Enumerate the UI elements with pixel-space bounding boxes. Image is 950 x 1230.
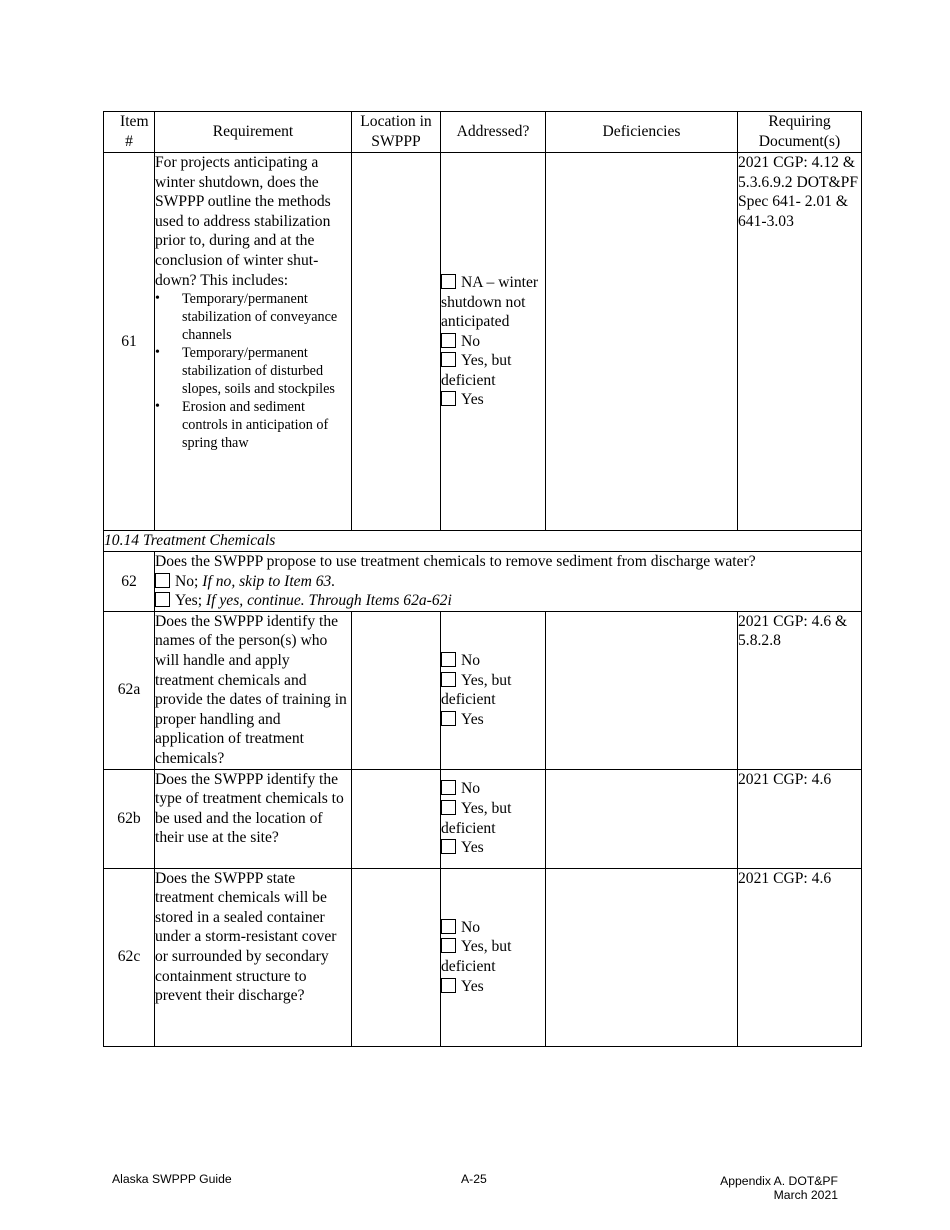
footer-page-number: A-25 bbox=[461, 1172, 487, 1186]
option-yes-deficient bbox=[441, 671, 545, 710]
bullet-item: • Temporary/permanent stabilization of disturbed slopes, soils and stockpiles bbox=[155, 344, 351, 398]
option-label: Yes; bbox=[175, 592, 203, 610]
checkbox-no[interactable] bbox=[441, 780, 456, 795]
checkbox-no[interactable] bbox=[441, 333, 456, 348]
option-na bbox=[441, 273, 545, 332]
option-yes-deficient bbox=[441, 799, 545, 838]
deficiencies-cell[interactable] bbox=[546, 611, 738, 769]
question-text: Does the SWPPP propose to use treatment chemicals to remove sediment from discharge water? bbox=[155, 553, 756, 570]
footer-appendix: Appendix A. DOT&PF bbox=[720, 1174, 838, 1188]
checklist-table bbox=[103, 111, 862, 1047]
option-label: Yes, but deficient bbox=[441, 352, 512, 389]
requirement-bullets bbox=[155, 290, 351, 452]
deficiencies-cell[interactable] bbox=[546, 769, 738, 868]
location-cell[interactable] bbox=[352, 611, 441, 769]
option-yes-deficient bbox=[441, 351, 545, 390]
location-cell[interactable] bbox=[352, 868, 441, 1046]
option-yes bbox=[441, 710, 545, 730]
option-no bbox=[441, 918, 545, 938]
item-number: 62b bbox=[104, 769, 155, 868]
option-no bbox=[441, 651, 545, 671]
option-yes-deficient bbox=[441, 937, 545, 976]
header-item: Item # bbox=[104, 112, 155, 153]
option-no bbox=[441, 332, 545, 352]
addressed-cell bbox=[441, 611, 546, 769]
checkbox-yes-deficient[interactable] bbox=[441, 352, 456, 367]
option-label: No bbox=[461, 918, 481, 936]
section-heading: 10.14 Treatment Chemicals bbox=[104, 531, 862, 552]
checkbox-yes[interactable] bbox=[441, 391, 456, 406]
header-requirement: Requirement bbox=[155, 112, 352, 153]
requiring-docs: 2021 CGP: 4.6 & 5.8.2.8 bbox=[738, 611, 862, 769]
option-no bbox=[155, 572, 861, 592]
section-heading-row bbox=[104, 531, 862, 552]
option-label: Yes bbox=[461, 710, 484, 728]
checkbox-yes-deficient[interactable] bbox=[441, 800, 456, 815]
option-label: Yes, but deficient bbox=[441, 671, 512, 709]
addressed-cell bbox=[441, 153, 546, 531]
header-row bbox=[104, 112, 862, 153]
header-deficiencies: Deficiencies bbox=[546, 112, 738, 153]
item-number: 62 bbox=[104, 552, 155, 612]
checkbox-yes-deficient[interactable] bbox=[441, 938, 456, 953]
deficiencies-cell[interactable] bbox=[546, 153, 738, 531]
option-note: If no, skip to Item 63. bbox=[202, 572, 336, 590]
requiring-docs: 2021 CGP: 4.6 bbox=[738, 868, 862, 1046]
footer-date: March 2021 bbox=[773, 1188, 838, 1202]
requiring-docs: 2021 CGP: 4.12 & 5.3.6.9.2 DOT&PF Spec 641- 2.01 & 641-3.03 bbox=[738, 153, 862, 531]
location-cell[interactable] bbox=[352, 153, 441, 531]
option-label: No; bbox=[175, 572, 199, 590]
requirement-text: Does the SWPPP identify the names of the person(s) who will handle and apply treatment chemicals and provide the dates of training in proper handling and application of treatment chemicals? bbox=[155, 611, 352, 769]
item-number: 62c bbox=[104, 868, 155, 1046]
item-number: 62a bbox=[104, 611, 155, 769]
option-label: No bbox=[461, 780, 481, 798]
bullet-item: • Erosion and sediment controls in anticipation of spring thaw bbox=[155, 398, 351, 452]
option-note: If yes, continue. Through Items 62a-62i bbox=[205, 592, 452, 610]
option-label: Yes, but deficient bbox=[441, 938, 512, 976]
option-yes bbox=[441, 390, 545, 410]
table-row-62 bbox=[104, 552, 862, 612]
checkbox-yes[interactable] bbox=[441, 978, 456, 993]
checkbox-na[interactable] bbox=[441, 274, 456, 289]
header-requiring: Requiring Document(s) bbox=[738, 112, 862, 153]
option-yes bbox=[441, 977, 545, 997]
checkbox-yes[interactable] bbox=[441, 839, 456, 854]
option-label: No bbox=[461, 332, 481, 350]
option-yes bbox=[441, 838, 545, 858]
option-label: NA – winter shutdown not anticipated bbox=[441, 273, 539, 331]
option-label: Yes, but deficient bbox=[441, 799, 512, 837]
table-row-62a bbox=[104, 611, 862, 769]
requirement-text: Does the SWPPP state treatment chemicals will be stored in a sealed container under a storm-resistant cover or surrounded by secondary containment structure to prevent their discharge? bbox=[155, 868, 352, 1046]
footer-right bbox=[720, 1174, 838, 1202]
table-row-62b bbox=[104, 769, 862, 868]
table-row-62c bbox=[104, 868, 862, 1046]
checkbox-no[interactable] bbox=[441, 652, 456, 667]
option-yes bbox=[155, 591, 861, 611]
option-no bbox=[441, 779, 545, 799]
question-cell bbox=[155, 552, 862, 612]
option-label: Yes bbox=[461, 839, 484, 857]
requirement-text: For projects anticipating a winter shutdown, does the SWPPP outline the methods used to address stabilization prior to, during and at the conclusion of winter shut-down? This includes: bbox=[155, 154, 331, 289]
requiring-docs: 2021 CGP: 4.6 bbox=[738, 769, 862, 868]
item-number: 61 bbox=[104, 153, 155, 531]
addressed-cell bbox=[441, 769, 546, 868]
checkbox-no[interactable] bbox=[441, 919, 456, 934]
requirement-text: Does the SWPPP identify the type of treatment chemicals to be used and the location of their use at the site? bbox=[155, 769, 352, 868]
option-label: Yes bbox=[461, 977, 484, 995]
table-row-61 bbox=[104, 153, 862, 531]
option-label: No bbox=[461, 651, 481, 669]
checkbox-yes[interactable] bbox=[441, 711, 456, 726]
checkbox-no[interactable] bbox=[155, 573, 170, 588]
addressed-cell bbox=[441, 868, 546, 1046]
footer-left: Alaska SWPPP Guide bbox=[112, 1172, 232, 1186]
header-location: Location in SWPPP bbox=[352, 112, 441, 153]
option-label: Yes bbox=[461, 391, 484, 409]
checkbox-yes[interactable] bbox=[155, 592, 170, 607]
header-addressed: Addressed? bbox=[441, 112, 546, 153]
checkbox-yes-deficient[interactable] bbox=[441, 672, 456, 687]
deficiencies-cell[interactable] bbox=[546, 868, 738, 1046]
bullet-item: • Temporary/permanent stabilization of conveyance channels bbox=[155, 290, 351, 344]
requirement-cell bbox=[155, 153, 352, 531]
location-cell[interactable] bbox=[352, 769, 441, 868]
